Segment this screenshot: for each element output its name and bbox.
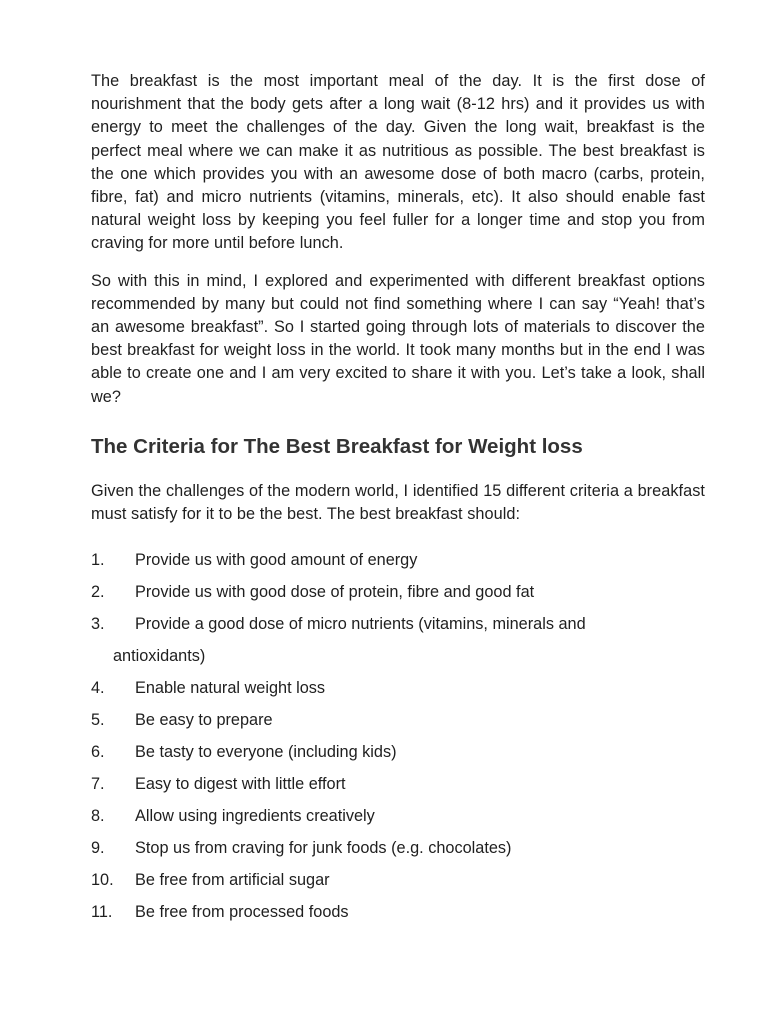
list-text: Provide us with good dose of protein, fibre and good fat (135, 583, 535, 602)
document-page (91, 70, 705, 928)
list-number: 3. (91, 615, 105, 634)
criteria-list (91, 544, 705, 928)
list-number: 7. (91, 775, 105, 794)
list-number: 1. (91, 551, 105, 570)
list-number: 2. (91, 583, 105, 602)
list-text: Enable natural weight loss (135, 679, 326, 698)
list-text: Provide a good dose of micro nutrients (vitamins, minerals and (135, 615, 586, 634)
list-number: 9. (91, 839, 105, 858)
list-item (91, 672, 705, 704)
list-item (91, 608, 705, 672)
list-item (91, 544, 705, 576)
list-number: 10. (91, 871, 114, 890)
section-heading: The Criteria for The Best Breakfast for Weight loss (91, 434, 583, 458)
list-number: 4. (91, 679, 105, 698)
list-number: 8. (91, 807, 105, 826)
list-item (91, 832, 705, 864)
list-item (91, 768, 705, 800)
intro-paragraph: The breakfast is the most important meal of the day. It is the first dose of nourishment that the body gets after a long wait (8-12 hrs) and it provides us with energy to meet the challenges of the day. Given the long wait, breakfast is the perfect meal where we can make it as nutritious as possible. The best breakfast is the one which provides you with an awesome dose of both macro (carbs, protein, fibre, fat) and micro nutrients (vitamins, minerals, etc). It also should enable fast natural weight loss by keeping you feel fuller for a longer time and stop you from craving for more until before lunch. (91, 72, 705, 253)
list-number: 5. (91, 711, 105, 730)
criteria-intro: Given the challenges of the modern world, I identified 15 different criteria a breakfast must satisfy for it to be the best. The best breakfast should: (91, 481, 705, 524)
list-item (91, 704, 705, 736)
list-text: Be free from processed foods (135, 903, 349, 922)
list-number: 11. (91, 903, 113, 922)
list-text: Allow using ingredients creatively (135, 807, 375, 826)
list-text: Be tasty to everyone (including kids) (135, 743, 397, 762)
list-text: Easy to digest with little effort (135, 775, 346, 794)
list-text: Be free from artificial sugar (135, 871, 330, 890)
list-text: Be easy to prepare (135, 711, 273, 730)
list-text: Stop us from craving for junk foods (e.g. chocolates) (135, 839, 512, 858)
list-item (91, 576, 705, 608)
list-text: Provide us with good amount of energy (135, 551, 418, 570)
motivation-paragraph: So with this in mind, I explored and experimented with different breakfast options recommended by many but could not find something where I can say “Yeah! that’s an awesome breakfast”. So I started going through lots of materials to discover the best breakfast for weight loss in the world. It took many months but in the end I was able to create one and I am very excited to share it with you. Let’s take a look, shall we? (91, 271, 705, 406)
list-item (91, 896, 705, 928)
list-text-continuation: antioxidants) (113, 647, 206, 666)
list-item (91, 864, 705, 896)
list-item (91, 736, 705, 768)
list-item (91, 800, 705, 832)
list-number: 6. (91, 743, 105, 762)
